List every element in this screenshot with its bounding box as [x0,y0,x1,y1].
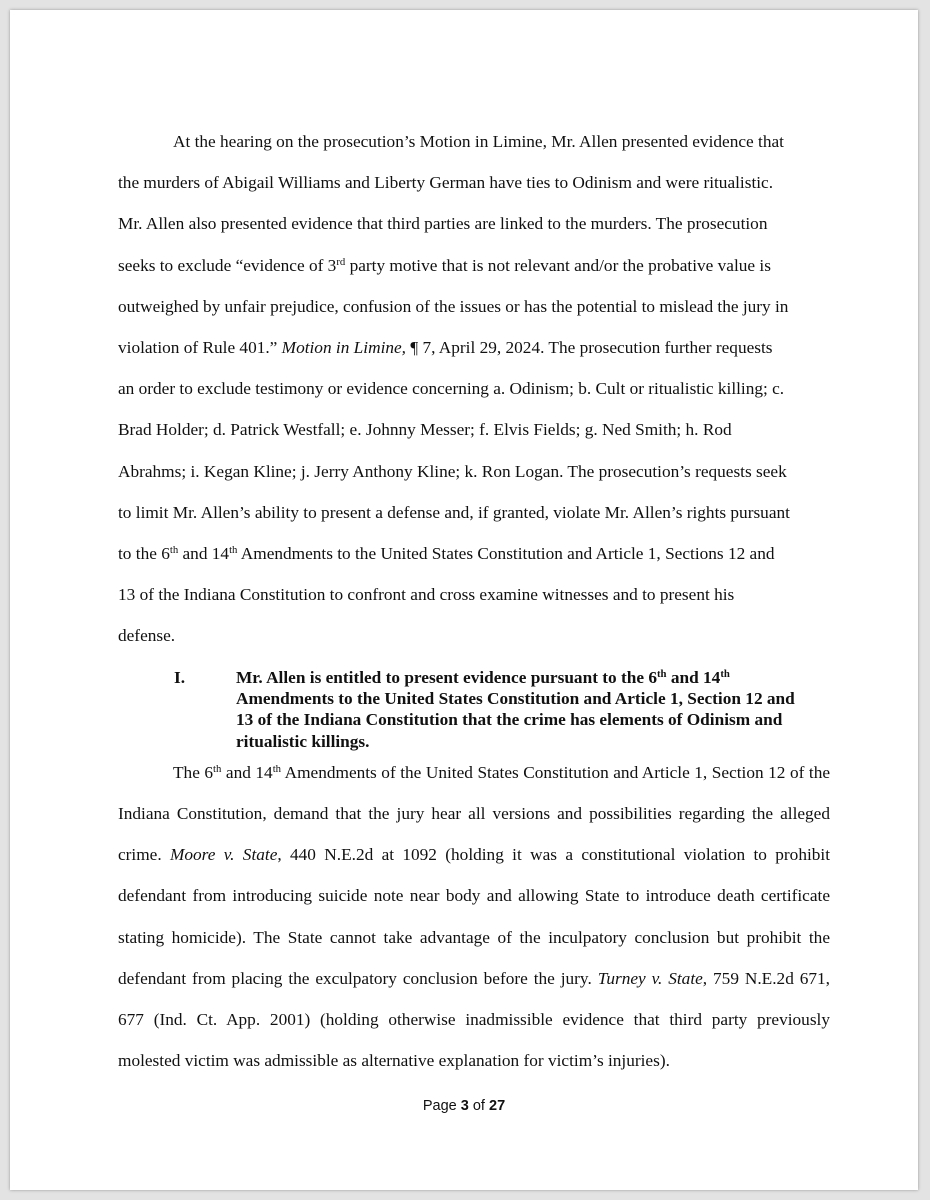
line: an order to exclude testimony or evidence concerning a. Odinism; b. Cult or ritualistic killing; c. [118,379,785,399]
page-body [118,121,830,1081]
total-pages: 27 [489,1098,506,1114]
citation: Motion in Limine, [281,338,406,358]
document-page [10,10,918,1190]
line: 13 of the Indiana Constitution to confront and cross examine witnesses and to present his [118,585,735,605]
superscript: th [656,667,667,680]
superscript: th [272,762,282,775]
section-heading [118,667,830,752]
page-separator: of [468,1098,489,1114]
line-text: ¶ 7, April 29, 2024. The prosecution further requests [406,338,773,358]
heading-text: and 14 [666,667,721,687]
page-number [10,1098,918,1114]
line-text: and 14 [178,544,230,564]
line: Abrahms; i. Kegan Kline; j. Jerry Anthony Kline; k. Ron Logan. The prosecution’s requests seek [118,461,787,481]
citation: Turney v. State [597,968,703,988]
paragraph-text: , 759 N.E.2d 671, 677 (Ind. Ct. App. 2001) (holding otherwise inadmissible evidence that third party previously molested victim was admissible as alternative explanation for victim’s injuries). [118,968,830,1071]
line: defense. [118,626,176,646]
superscript: rd [336,255,346,268]
line: outweighed by unfair prejudice, confusion of the issues or has the potential to mislead the jury in [118,296,789,316]
line-text: party motive that is not relevant and/or the probative value is [345,255,771,275]
heading-text: Mr. Allen is entitled to present evidence pursuant to the 6 [236,667,657,687]
superscript: th [720,667,730,680]
superscript: th [229,544,238,557]
section-number: I. [174,667,186,687]
line: Brad Holder; d. Patrick Westfall; e. Johnny Messer; f. Elvis Fields; g. Ned Smith; h. Rod [118,420,732,440]
line: the murders of Abigail Williams and Liberty German have ties to Odinism and were ritualistic. [118,173,774,193]
current-page: 3 [460,1098,469,1114]
line: At the hearing on the prosecution’s Motion in Limine, Mr. Allen presented evidence that [173,132,784,151]
page-prefix: Page [422,1098,461,1114]
line-text: Amendments to the United States Constitution and Article 1, Sections 12 and [237,544,775,564]
paragraph-motion-in-limine [118,121,830,657]
line: Mr. Allen also presented evidence that third parties are linked to the murders. The prosecution [118,214,768,234]
line-text: to the 6 [118,544,170,564]
superscript: th [213,762,222,775]
paragraph-text: Amendments of the United States Constitution and Article 1, Section 12 of the Indiana Constitution, demand that the jury hear all versions and possibilities regarding the alleged crime. [118,762,831,865]
paragraph-text: , 440 N.E.2d at 1092 (holding it was a constitutional violation to prohibit defendant from introducing suicide note near body and allowing State to introduce death certificate stating homicide). The State cannot take advantage of the inculpatory conclusion but prohibit the defendant from placing the exculpatory conclusion before the jury. [118,845,831,988]
line-text: seeks to exclude “evidence of 3 [118,255,337,275]
citation: Moore v. State [170,845,278,865]
paragraph-text: The 6 [173,762,214,782]
line-text: violation of Rule 401.” [118,338,282,358]
superscript: th [169,544,179,557]
section-heading-text [236,667,816,752]
heading-text: Amendments to the United States Constitution and Article 1, Section 12 and 13 of the Indiana Constitution that the crime has elements of Odinism and ritualistic killings. [236,688,795,751]
paragraph-text: and 14 [221,762,273,782]
paragraph-constitutional-rights [118,752,830,1082]
line: to limit Mr. Allen’s ability to present a defense and, if granted, violate Mr. Allen’s rights pursuant [118,502,790,522]
